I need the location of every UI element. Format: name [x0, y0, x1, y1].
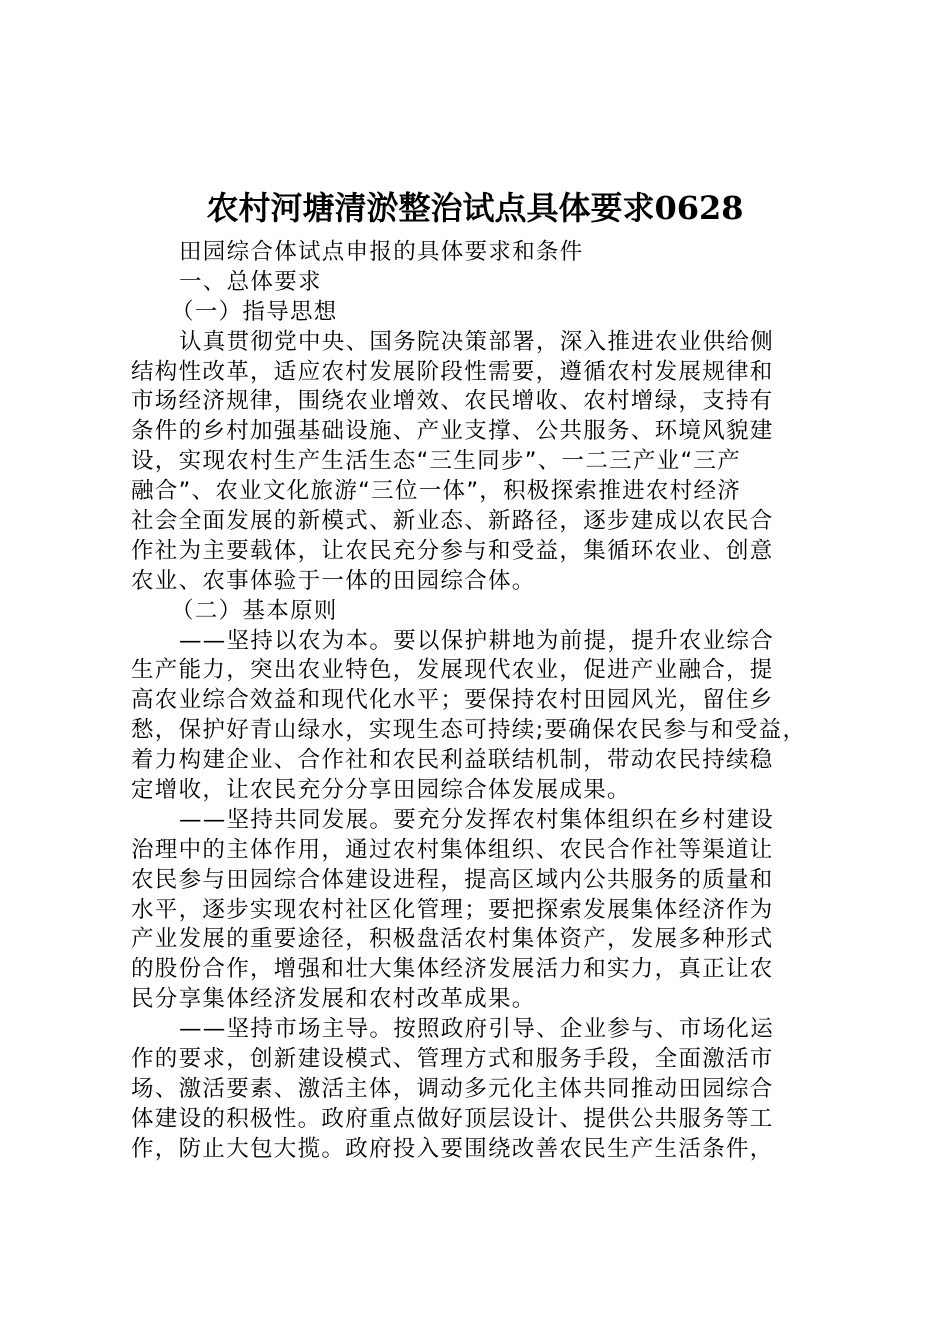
body-line: 定增收，让农民充分分享田园综合体发展成果。: [131, 777, 631, 804]
body-line: 场、激活要素、激活主体，调动多元化主体共同推动田园综合: [131, 1075, 774, 1102]
body-line: 产业发展的重要途径，积极盘活农村集体资产，发展多种形式: [131, 926, 774, 953]
body-line: 的股份合作，增强和壮大集体经济发展活力和实力，真正让农: [131, 956, 774, 983]
body-line: 市场经济规律，围绕农业增效、农民增收、农村增绿，支持有: [131, 388, 774, 415]
body-line: 生产能力，突出农业特色，发展现代农业，促进产业融合，提: [131, 657, 774, 684]
body-line: ——坚持以农为本。要以保护耕地为前提，提升农业综合: [179, 627, 775, 654]
body-line-heading-1: 一、总体要求: [179, 268, 322, 295]
body-line: 农民参与田园综合体建设进程，提高区域内公共服务的质量和: [131, 866, 774, 893]
body-line: 作社为主要载体，让农民充分参与和受益，集循环农业、创意: [131, 537, 774, 564]
body-line-subtitle: 田园综合体试点申报的具体要求和条件: [179, 239, 584, 265]
body-line: 愁，保护好青山绿水，实现生态可持续;要确保农民参与和受益，: [131, 717, 807, 744]
body-line: ——坚持共同发展。要充分发挥农村集体组织在乡村建设: [179, 806, 775, 833]
body-line: 条件的乡村加强基础设施、产业支撑、公共服务、环境风貌建: [131, 418, 774, 445]
body-line: 作的要求，创新建设模式、管理方式和服务手段，全面激活市: [131, 1046, 774, 1073]
body-line: ——坚持市场主导。按照政府引导、企业参与、市场化运: [179, 1016, 775, 1043]
body-line-heading-1-1: （一）指导思想: [171, 298, 338, 325]
body-line-heading-1-2: （二）基本原则: [171, 597, 338, 624]
body-line: 农业、农事体验于一体的田园综合体。: [131, 567, 536, 594]
body-line: 着力构建企业、合作社和农民利益联结机制，带动农民持续稳: [131, 747, 774, 774]
body-line: 民分享集体经济发展和农村改革成果。: [131, 986, 536, 1013]
body-line: 体建设的积极性。政府重点做好顶层设计、提供公共服务等工: [131, 1105, 774, 1132]
body-line: 认真贯彻党中央、国务院决策部署，深入推进农业供给侧: [179, 328, 775, 355]
body-line: 结构性改革，适应农村发展阶段性需要，遵循农村发展规律和: [131, 358, 774, 385]
body-line: 水平，逐步实现农村社区化管理；要把探索发展集体经济作为: [131, 896, 774, 923]
document-body: [131, 238, 831, 1165]
body-line: 高农业综合效益和现代化水平；要保持农村田园风光，留住乡: [131, 687, 774, 714]
document-title: 农村河塘清淤整治试点具体要求0628: [206, 189, 744, 227]
body-line: 设，实现农村生产生活生态“三生同步”、一二三产业“三产: [131, 448, 742, 475]
body-line: 作，防止大包大揽。政府投入要围绕改善农民生产生活条件，: [131, 1135, 774, 1162]
body-line: 治理中的主体作用，通过农村集体组织、农民合作社等渠道让: [131, 836, 774, 863]
body-line: 融合”、农业文化旅游“三位一体”，积极探索推进农村经济: [131, 478, 742, 505]
body-line: 社会全面发展的新模式、新业态、新路径，逐步建成以农民合: [131, 508, 774, 535]
